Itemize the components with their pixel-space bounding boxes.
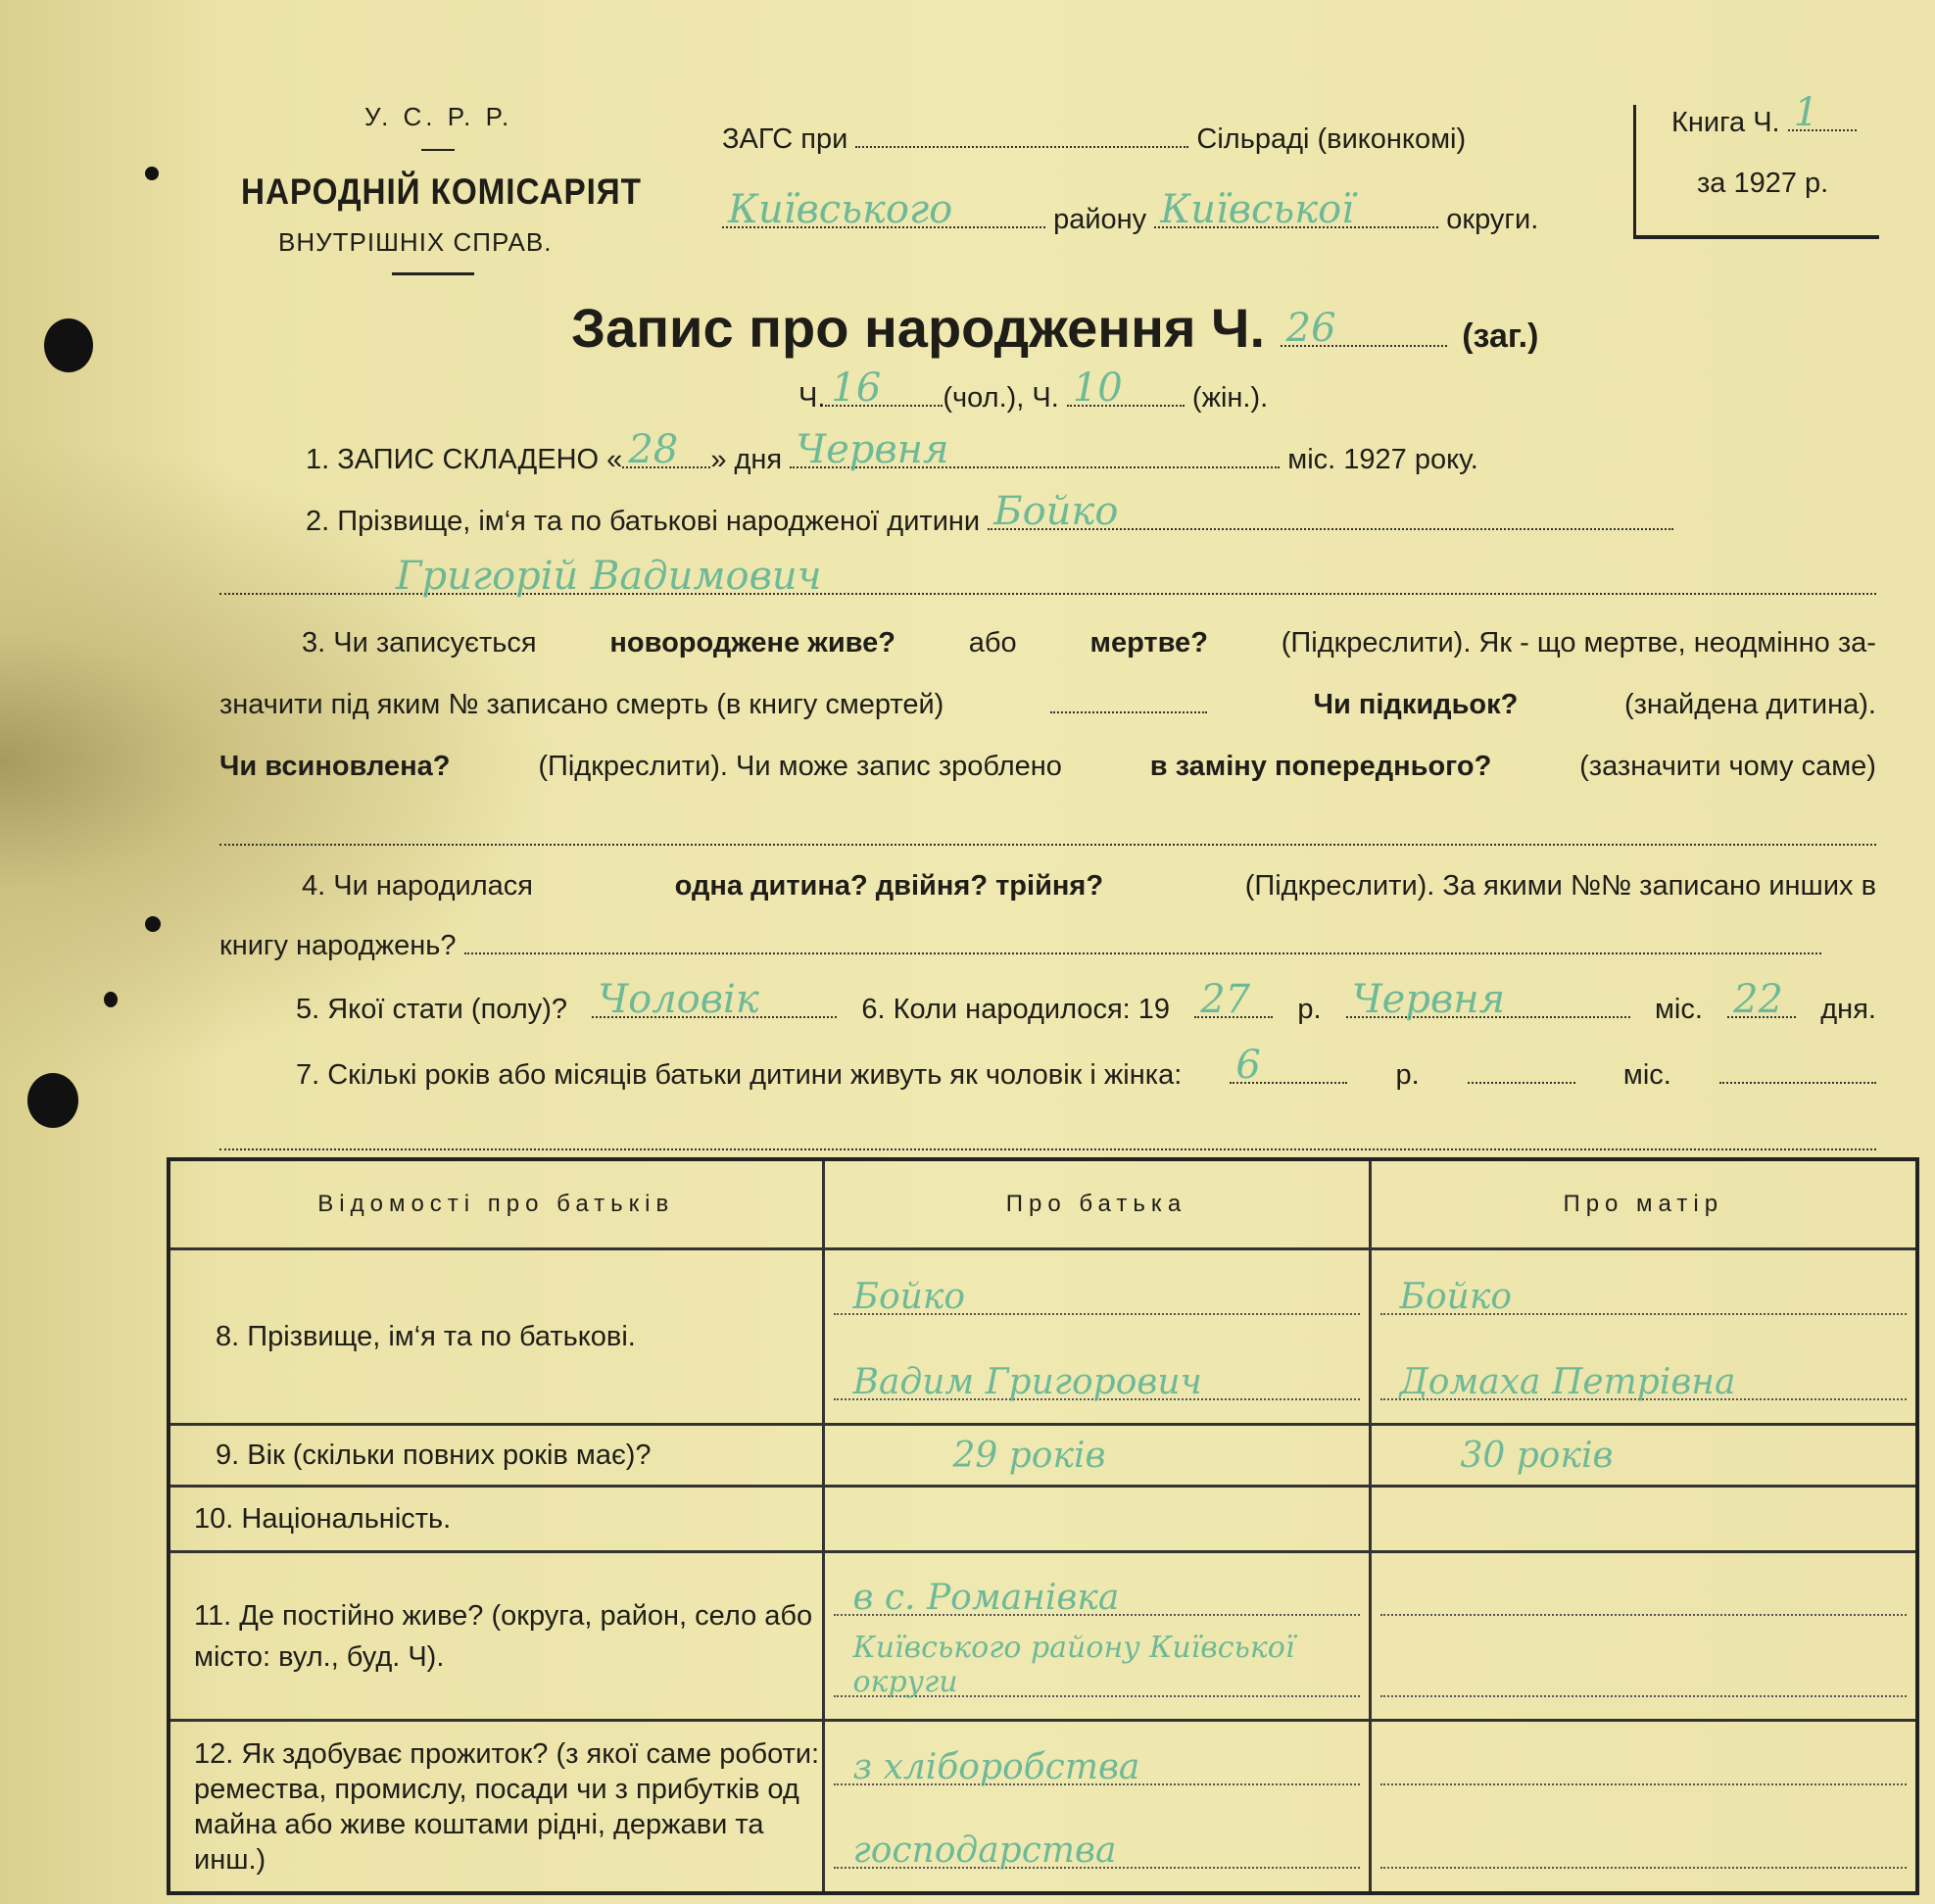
- binder-hole: [145, 916, 161, 932]
- text: або: [968, 627, 1017, 659]
- text: 7. Скількі років або місяців батьки дитини живуть як чоловік і жінка:: [296, 1059, 1183, 1091]
- header-parents-info: Відомості про батьків: [169, 1159, 823, 1249]
- item-4-line-1: [219, 870, 1876, 903]
- text: р.: [1395, 1059, 1420, 1091]
- option-adopted: Чи всиновлена?: [219, 751, 451, 782]
- month-field: Червня: [790, 465, 1280, 468]
- book-number-line: [1671, 90, 1857, 139]
- father-occupation-2: господарства: [852, 1831, 1117, 1872]
- day-field: 28: [622, 465, 710, 468]
- table-row: [169, 1552, 1917, 1721]
- binder-hole: [27, 1073, 78, 1128]
- divider: [392, 272, 474, 275]
- zags-suffix: Сільраді (виконкомі): [1196, 123, 1467, 155]
- item-1-suffix: міс. 1927 року.: [1287, 444, 1478, 475]
- option-dead: мертве?: [1089, 627, 1208, 659]
- months-field: [1468, 1081, 1575, 1084]
- text: міс.: [1622, 1059, 1671, 1091]
- female-label: (жін.).: [1191, 382, 1269, 414]
- option-foundling: Чи підкидьок?: [1313, 689, 1519, 720]
- parents-table: [167, 1157, 1919, 1895]
- record-title-line: [571, 296, 1538, 360]
- text: (зазначити чому саме): [1579, 751, 1876, 782]
- father-surname: Бойко: [852, 1276, 965, 1317]
- months-extra-field: [1719, 1081, 1876, 1084]
- child-surname-field: Бойко: [988, 527, 1673, 530]
- republic-label: У. С. Р. Р.: [364, 102, 513, 131]
- header-father: Про батька: [823, 1159, 1370, 1249]
- item-2: [306, 489, 1673, 538]
- gender-count-line: [798, 366, 1269, 415]
- item-2-label: 2. Прізвище, ім‘я та по батькові народженої дитини: [306, 506, 981, 537]
- father-residence: в с. Романівка: [852, 1577, 1120, 1618]
- book-label: Книга Ч.: [1671, 107, 1780, 138]
- father-occupation: з хліборобства: [852, 1746, 1140, 1787]
- book-box: [1633, 90, 1879, 239]
- mother-name: Домаха Петрівна: [1399, 1361, 1736, 1402]
- female-count-field: 10: [1067, 404, 1185, 407]
- birth-month-field: Червня: [1346, 1015, 1630, 1018]
- mother-nationality: [1370, 1487, 1917, 1552]
- divider: [421, 149, 455, 151]
- zags-field: [855, 145, 1188, 148]
- text: значити під яким № записано смерть (в книгу смертей): [219, 689, 944, 720]
- father-age: 29 років: [952, 1435, 1106, 1476]
- row-label: 9. Вік (скільки повних років має)?: [216, 1439, 652, 1471]
- book-year: за 1927 р.: [1697, 168, 1829, 199]
- birth-count-options: одна дитина? двійня? трійня?: [674, 870, 1104, 902]
- text: (Підкреслити). За якими №№ записано инших в: [1244, 870, 1876, 902]
- text: 5. Якої стати (полу)?: [296, 994, 567, 1025]
- header-mother: Про матір: [1370, 1159, 1917, 1249]
- death-record-field: [1050, 710, 1207, 713]
- text: 3. Чи записується: [302, 627, 537, 659]
- no-label: Ч.: [1032, 382, 1059, 414]
- district-field: Київського: [722, 225, 1045, 228]
- father-residence-2: Київського району Київської округи: [852, 1631, 1295, 1700]
- table-row: [169, 1425, 1917, 1487]
- years-field: 6: [1230, 1081, 1347, 1084]
- mother-age: 30 років: [1460, 1435, 1614, 1476]
- father-nationality: [823, 1487, 1370, 1552]
- text: книгу народжень?: [219, 930, 457, 961]
- zags-line: [722, 123, 1466, 156]
- total-label: (заг.): [1462, 317, 1539, 355]
- item-1: [306, 427, 1478, 476]
- commissariat-title: НАРОДНІЙ КОМІСАРІЯТ: [241, 171, 642, 212]
- text: (Підкреслити). Як - що мертве, неодмінно за-: [1281, 627, 1876, 659]
- sex-field: Чоловік: [592, 1015, 837, 1018]
- item-7-field: [219, 1148, 1876, 1150]
- item-3-line-3: [219, 751, 1876, 783]
- district-label: району: [1053, 204, 1147, 235]
- binder-hole: [145, 167, 159, 180]
- row-label: 8. Прізвище, ім‘я та по батькові.: [216, 1320, 636, 1352]
- text: р.: [1297, 994, 1322, 1025]
- table-header: [169, 1159, 1917, 1249]
- other-births-field: [464, 952, 1821, 954]
- row-label: 11. Де постійно живе? (округа, район, село або місто: вул., буд. Ч).: [194, 1599, 813, 1673]
- father-name: Вадим Григорович: [852, 1361, 1202, 1402]
- text: (Підкреслити). Чи може запис зроблено: [538, 751, 1062, 782]
- no-label: Ч.: [798, 382, 826, 414]
- zags-prefix: ЗАГС при: [722, 123, 848, 155]
- birth-day-field: 22: [1727, 1015, 1796, 1018]
- record-title: Запис про народження Ч.: [571, 297, 1266, 359]
- item-3-line-2: [219, 689, 1876, 721]
- male-label: (чол.),: [943, 382, 1025, 414]
- table-row: [169, 1721, 1917, 1894]
- item-1-label: 1. ЗАПИС СКЛАДЕНО «: [306, 444, 623, 475]
- item-3-field: [219, 844, 1876, 846]
- row-label: 12. Як здобуває прожиток? (з якої саме роботи: ремества, промислу, посади чи з прибутків од майна або живе коштами рідні, держави та инш.): [194, 1737, 820, 1876]
- item-1-day-label: » дня: [710, 444, 783, 475]
- binder-hole: [104, 992, 118, 1007]
- item-7: [219, 1043, 1876, 1092]
- text: (знайдена дитина).: [1623, 689, 1876, 720]
- option-replacement: в заміну попереднього?: [1149, 751, 1492, 782]
- option-alive: новороджене живе?: [609, 627, 895, 659]
- item-4-line-2: [219, 930, 1821, 962]
- table-row: [169, 1249, 1917, 1425]
- table-row: [169, 1487, 1917, 1552]
- item-3-line-1: [219, 627, 1876, 659]
- record-total-field: 26: [1281, 344, 1447, 347]
- text: 6. Коли народилося: 19: [861, 994, 1171, 1025]
- okrug-label: округи.: [1446, 204, 1539, 235]
- text: міс.: [1654, 994, 1703, 1025]
- book-number-field: 1: [1788, 128, 1857, 131]
- item-5-6: [219, 977, 1876, 1026]
- row-label: 10. Національність.: [194, 1502, 452, 1535]
- binder-hole: [44, 318, 93, 372]
- text: 4. Чи народилася: [302, 870, 533, 902]
- child-name-field: Григорій Вадимович: [219, 593, 1876, 595]
- text: дня.: [1820, 994, 1876, 1025]
- okrug-field: Київської: [1154, 225, 1438, 228]
- mother-surname: Бойко: [1399, 1276, 1512, 1317]
- birth-year-field: 27: [1194, 1015, 1273, 1018]
- department-label: ВНУТРІШНІХ СПРАВ.: [278, 227, 553, 257]
- district-line: [722, 187, 1539, 236]
- male-count-field: 16: [825, 404, 943, 407]
